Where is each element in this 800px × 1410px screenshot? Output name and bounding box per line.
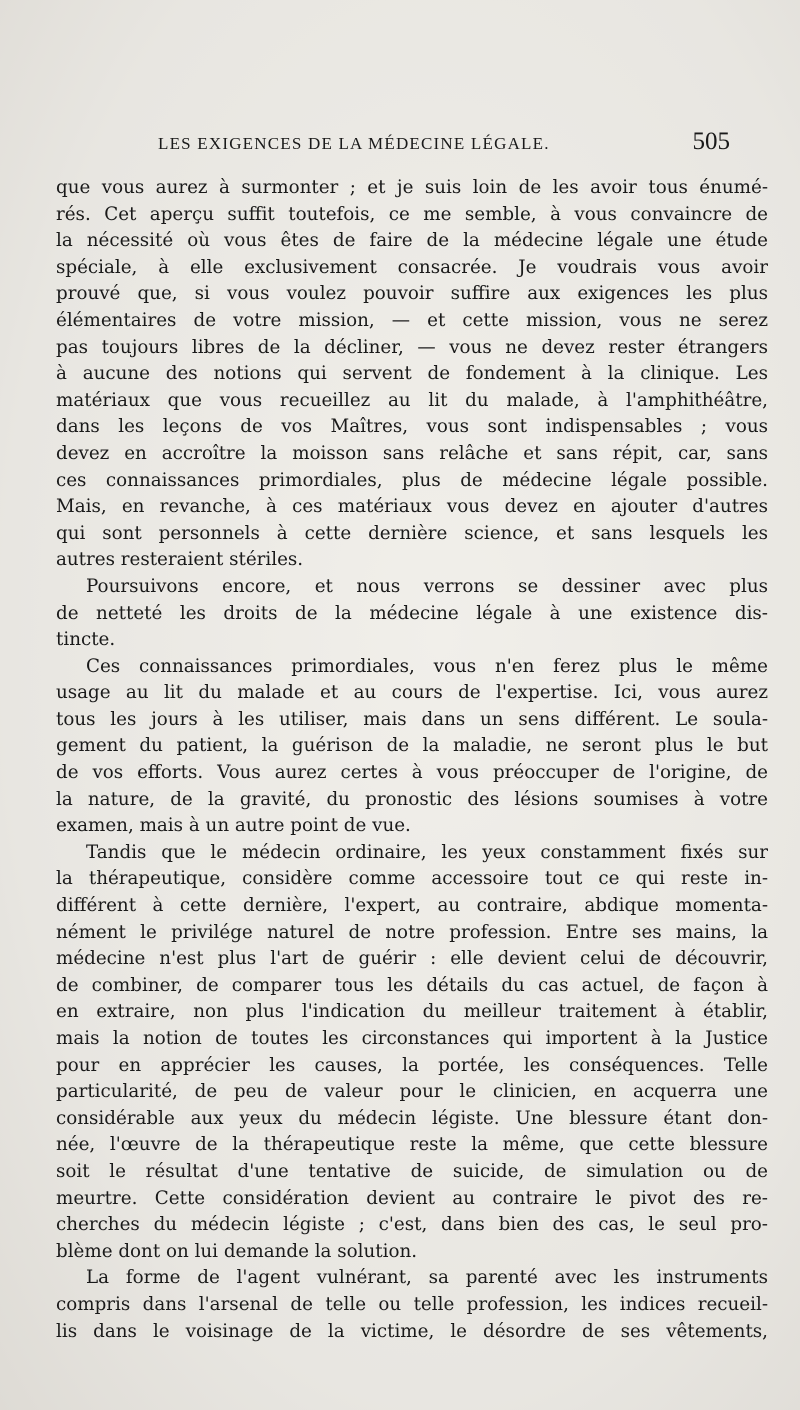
text-line: mais la notion de toutes les circonstances qui importent à la Justice (56, 1028, 768, 1049)
text-line: meurtre. Cette considération devient au contraire le pivot des re- (56, 1187, 768, 1209)
text-line: dans les leçons de vos Maîtres, vous sont indispensables ; vous (56, 416, 768, 438)
text-line: différent à cette dernière, l'expert, au contraire, abdique momenta- (56, 895, 768, 917)
text-line: née, l'œuvre de la thérapeutique reste la même, que cette blessure (56, 1134, 768, 1156)
text-line: gement du patient, la guérison de la maladie, ne seront plus le but (56, 735, 768, 757)
text-line: examen, mais à un autre point de vue. (56, 815, 411, 837)
text-line: spéciale, à elle exclusivement consacrée. Je voudrais vous avoir (56, 256, 768, 278)
text-line: Mais, en revanche, à ces matériaux vous devez en ajouter d'autres (56, 496, 768, 518)
text-line: considérable aux yeux du médecin légiste. Une blessure étant don- (56, 1107, 768, 1129)
text-line: la nécessité où vous êtes de faire de la médecine légale une étude (56, 230, 768, 252)
text-line: nément le privilége naturel de notre profession. Entre ses mains, la (56, 921, 768, 943)
page-number: 505 (692, 128, 730, 155)
text-line: Poursuivons encore, et nous verrons se dessiner avec plus (86, 575, 768, 597)
running-title: LES EXIGENCES DE LA MÉDECINE LÉGALE. (158, 134, 550, 153)
running-head (150, 128, 730, 160)
text-line: la nature, de la gravité, du pronostic des lésions soumises à votre (56, 788, 768, 810)
text-line: usage au lit du malade et au cours de l'expertise. Ici, vous aurez (56, 682, 768, 704)
text-line: blème dont on lui demande la solution. (56, 1240, 418, 1262)
text-line: lis dans le voisinage de la victime, le désordre de ses vêtements, (56, 1320, 768, 1342)
text-line: cherches du médecin légiste ; c'est, dans bien des cas, le seul pro- (56, 1214, 768, 1236)
text-line: tous les jours à les utiliser, mais dans un sens différent. Le soula- (56, 708, 768, 730)
text-line: devez en accroître la moisson sans relâche et sans répit, car, sans (56, 442, 768, 464)
body-text (56, 175, 768, 1345)
text-line: compris dans l'arsenal de telle ou telle profession, les indices recueil- (56, 1293, 768, 1315)
text-line: de netteté les droits de la médecine légale à une existence dis- (56, 602, 768, 624)
text-line: que vous aurez à surmonter ; et je suis loin de les avoir tous énumé- (56, 177, 768, 198)
text-line: à aucune des notions qui servent de fondement à la clinique. Les (56, 363, 768, 385)
text-line: autres resteraient stériles. (56, 549, 304, 571)
text-line: la thérapeutique, considère comme accessoire tout ce qui reste in- (56, 868, 768, 890)
text-line: de vos efforts. Vous aurez certes à vous préoccuper de l'origine, de (56, 762, 768, 784)
text-line: La forme de l'agent vulnérant, sa parenté avec les instruments (86, 1267, 768, 1289)
text-line: élémentaires de votre mission, — et cette mission, vous ne serez (56, 309, 768, 331)
text-line: pas toujours libres de la décliner, — vous ne devez rester étrangers (56, 336, 768, 358)
text-line: de combiner, de comparer tous les détails du cas actuel, de façon à (56, 974, 768, 996)
text-line: ces connaissances primordiales, plus de médecine légale possible. (56, 469, 768, 491)
text-line: Tandis que le médecin ordinaire, les yeux constamment fixés sur (86, 841, 768, 863)
text-line: pour en apprécier les causes, la portée, les conséquences. Telle (56, 1054, 768, 1076)
text-line: médecine n'est plus l'art de guérir : elle devient celui de découvrir, (56, 948, 768, 970)
text-line: tincte. (56, 629, 116, 651)
text-line: Ces connaissances primordiales, vous n'en ferez plus le même (86, 655, 768, 677)
text-line: prouvé que, si vous voulez pouvoir suffire aux exigences les plus (56, 283, 768, 305)
text-line: en extraire, non plus l'indication du meilleur traitement à établir, (56, 1001, 768, 1023)
text-line: soit le résultat d'une tentative de suicide, de simulation ou de (56, 1160, 768, 1182)
text-line: particularité, de peu de valeur pour le clinicien, en acquerra une (56, 1081, 768, 1103)
text-line: rés. Cet aperçu suffit toutefois, ce me semble, à vous convaincre de (56, 203, 768, 225)
text-line: matériaux que vous recueillez au lit du malade, à l'amphithéâtre, (56, 389, 768, 411)
text-line: qui sont personnels à cette dernière science, et sans lesquels les (56, 522, 768, 544)
